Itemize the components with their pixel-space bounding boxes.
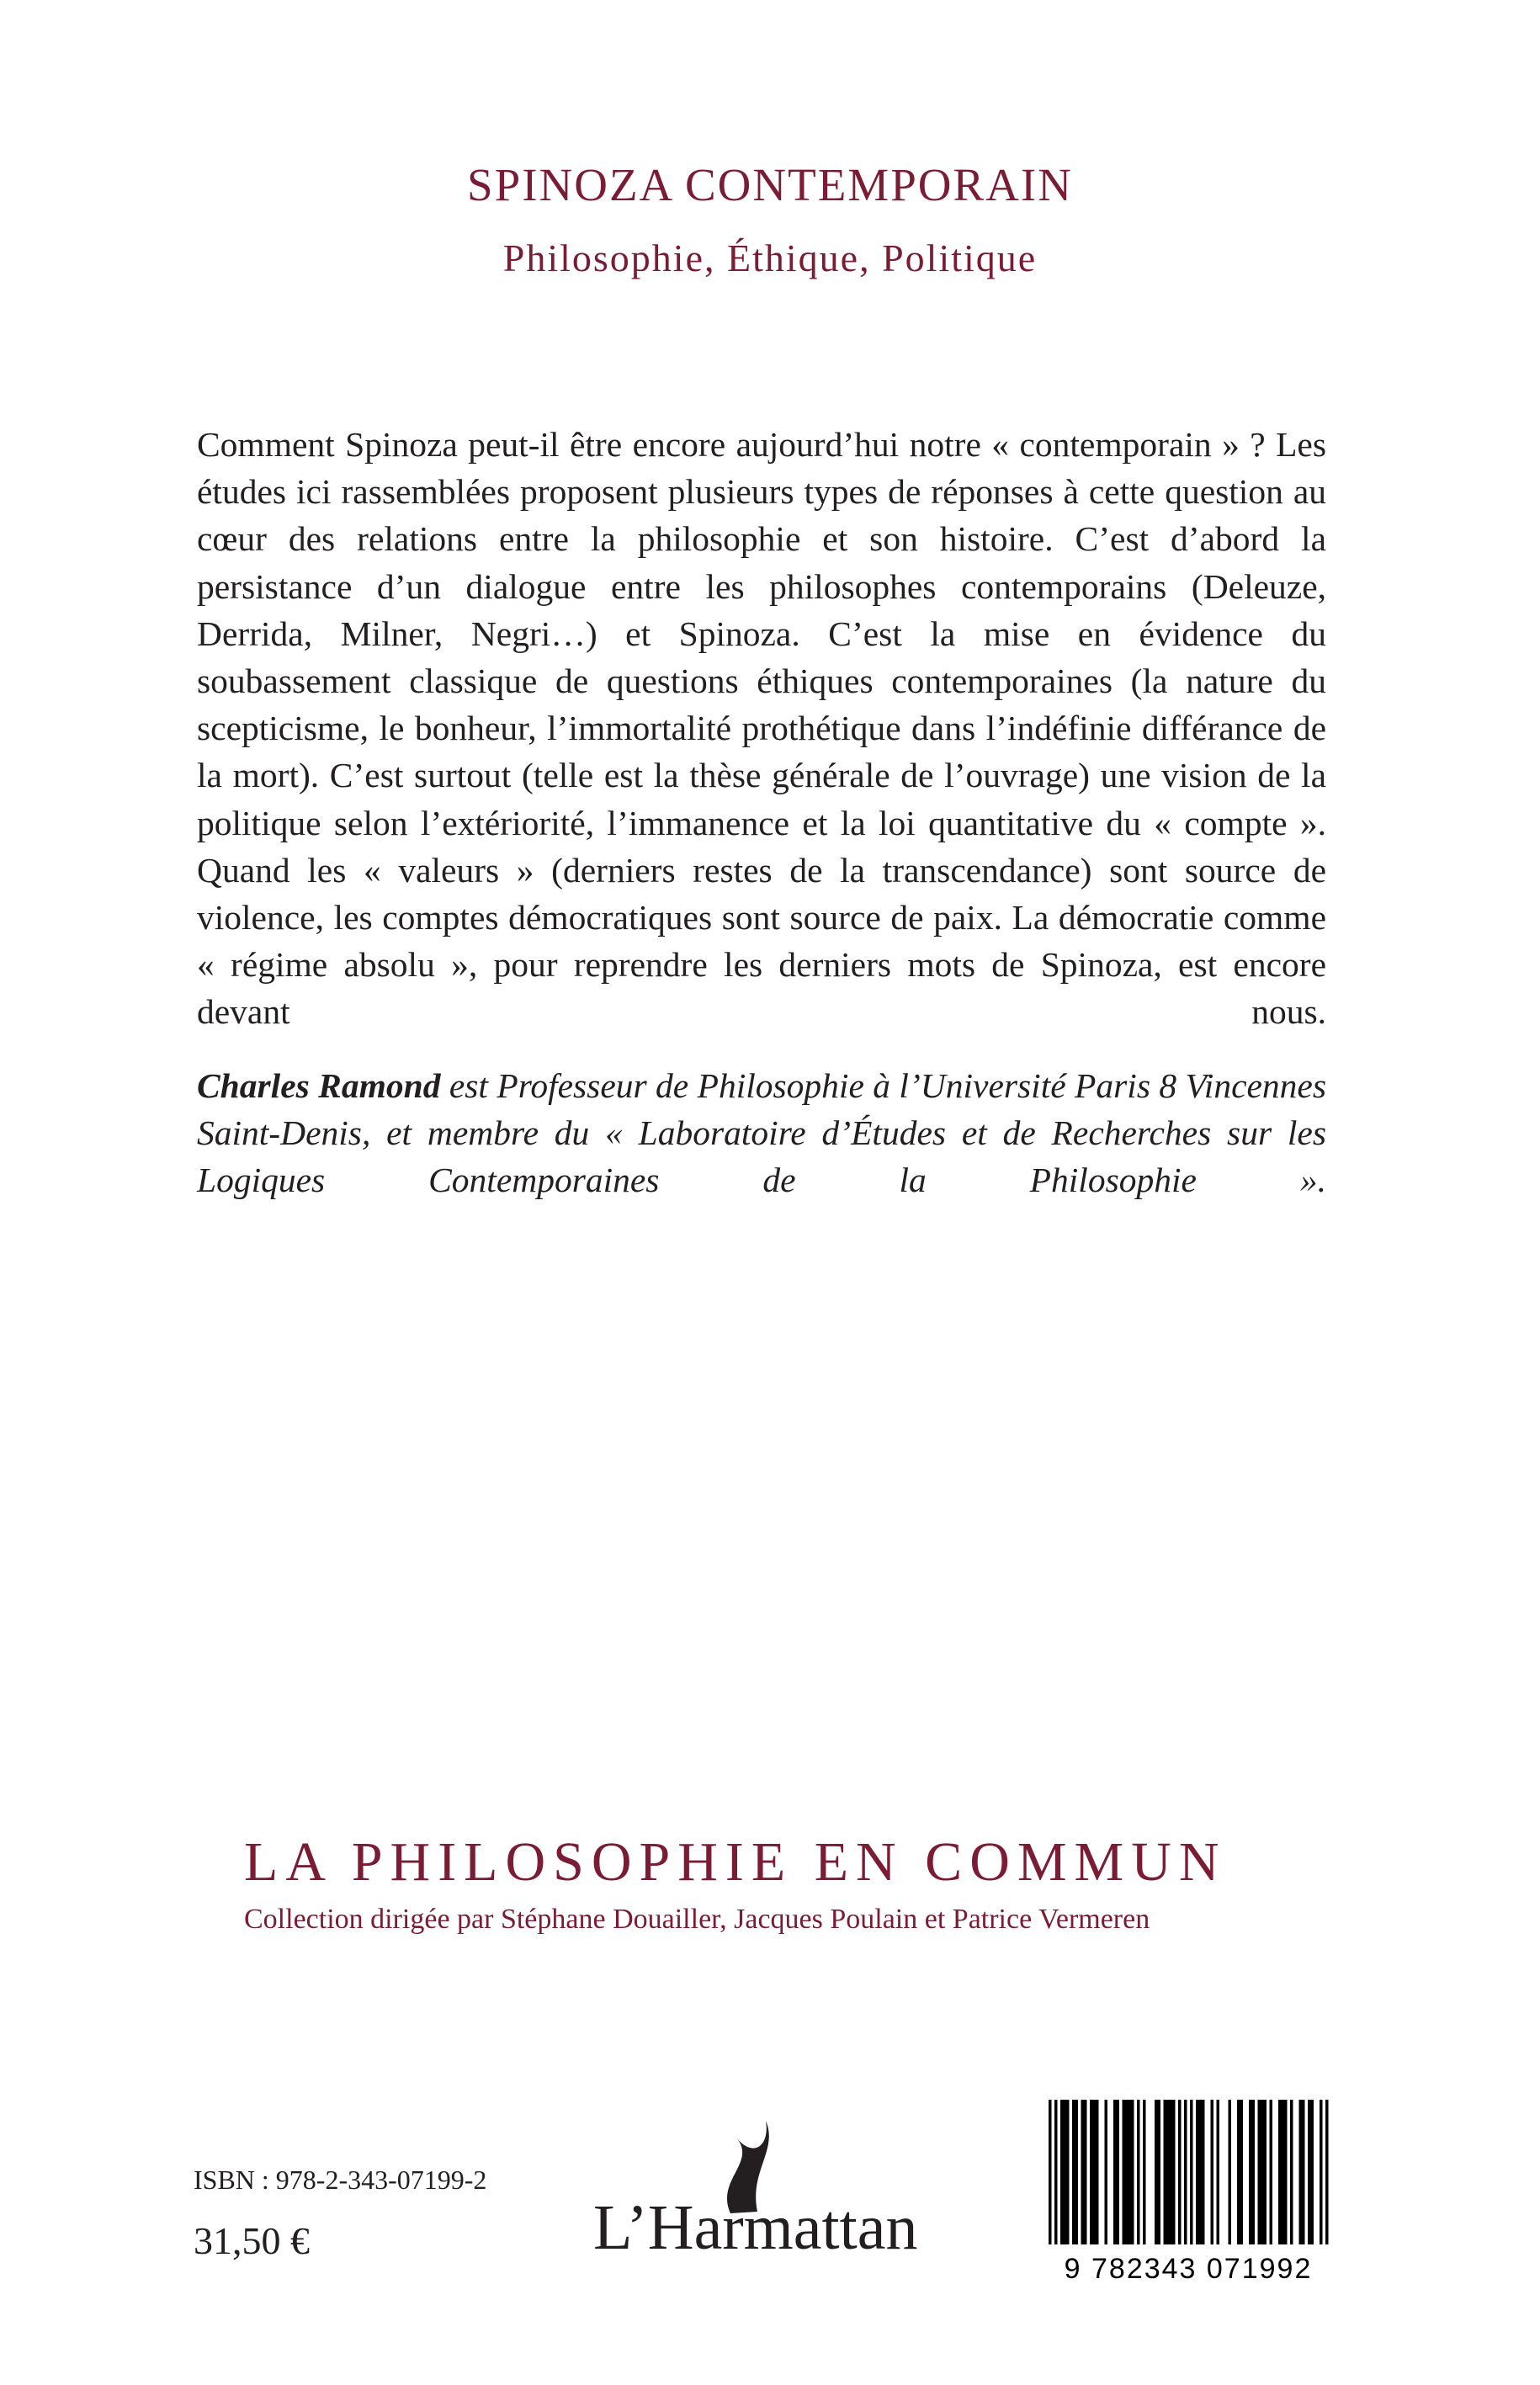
barcode-bar <box>1190 2100 1193 2244</box>
barcode-bar <box>1299 2100 1303 2244</box>
collection-name: LA PHILOSOPHIE EN COMMUN <box>244 1831 1227 1893</box>
barcode-bar <box>1117 2100 1120 2244</box>
barcode-bar <box>1261 2100 1264 2244</box>
author-name: Charles Ramond <box>197 1066 441 1105</box>
barcode-bar <box>1270 2100 1273 2244</box>
barcode-bar <box>1308 2100 1311 2244</box>
barcode-bar <box>1302 2100 1305 2244</box>
barcode-bar <box>1264 2100 1267 2244</box>
barcode-graphic <box>1037 2100 1340 2285</box>
barcode-bar <box>1158 2100 1161 2244</box>
book-subtitle: Philosophie, Éthique, Politique <box>502 236 1038 279</box>
barcode-bar <box>1172 2100 1176 2244</box>
barcode-bar <box>1240 2100 1244 2244</box>
barcode-bar <box>1105 2100 1108 2244</box>
barcode-bar <box>1320 2100 1323 2244</box>
barcode-bar <box>1282 2100 1285 2244</box>
barcode-bar <box>1284 2100 1288 2244</box>
barcode-bar <box>1081 2100 1085 2244</box>
collection-directors: Collection dirigée par Stéphane Douailler, Jacques Poulain et Patrice Vermeren <box>244 1904 1150 1935</box>
barcode-bar <box>1252 2100 1256 2244</box>
barcode-bar <box>1143 2100 1146 2244</box>
barcode-bar <box>1229 2100 1232 2244</box>
author-bio-text: est Professeur de Philosophie à l’Université Paris 8 Vincennes Saint-Denis, et membre du « Laboratoire d’Études et de Recherches sur les Logiques Contemporaines de la Philosophie ». <box>197 1066 1326 1200</box>
barcode-bar <box>1258 2100 1261 2244</box>
barcode-bar <box>1128 2100 1132 2244</box>
barcode-bar <box>1155 2100 1158 2244</box>
barcode-bar <box>1237 2100 1240 2244</box>
isbn: ISBN : 978-2-343-07199-2 <box>194 2165 487 2195</box>
barcode-bar <box>1311 2100 1314 2244</box>
barcode-bar <box>1075 2100 1079 2244</box>
barcode-bar <box>1249 2100 1252 2244</box>
barcode-bar <box>1049 2100 1052 2244</box>
barcode-bar <box>1123 2100 1126 2244</box>
barcode-bar <box>1199 2100 1203 2244</box>
barcode-bar <box>1164 2100 1167 2244</box>
barcode-bar <box>1278 2100 1282 2244</box>
barcode-bar <box>1084 2100 1087 2244</box>
barcode-bar <box>1131 2100 1134 2244</box>
book-summary: Comment Spinoza peut-il être encore aujourd’hui notre « contemporain » ? Les études ici rassemblées proposent plusieurs types de réponses à cette question au cœur des relations entre la philosophie et son histoire. C’est d’abord la persistance d’un dialogue entre les philosophes contemporains (Deleuze, Derrida, Milner, Negri…) et Spinoza. C’est la mise en évidence du soubassement classique de questions éthiques contemporaines (la nature du scepticisme, le bonheur, l’immortalité prothétique dans l’indéfinie différance de la mort). C’est surtout (telle est la thèse générale de l’ouvrage) une vision de la politique selon l’extériorité, l’immanence et la loi quantitative du « compte ». Quand les « valeurs » (derniers restes de la transcendance) sont source de violence, les comptes démocratiques sont source de paix. La démocratie comme « régime absolu », pour reprendre les derniers mots de Spinoza, est encore devant nous. <box>197 425 1326 1032</box>
barcode-bar <box>1060 2100 1064 2244</box>
barcode-bar <box>1066 2100 1070 2244</box>
barcode-bar <box>1166 2100 1170 2244</box>
barcode-bar <box>1125 2100 1128 2244</box>
barcode-bar <box>1093 2100 1097 2244</box>
barcode-bar <box>1196 2100 1199 2244</box>
barcode-bar <box>1184 2100 1187 2244</box>
barcode-bar <box>1178 2100 1182 2244</box>
barcode-bar <box>1211 2100 1214 2244</box>
barcode-bar <box>1090 2100 1093 2244</box>
barcode-bar <box>1072 2100 1075 2244</box>
publisher-name: L’Harmattan <box>593 2192 918 2263</box>
barcode-bar <box>1290 2100 1293 2244</box>
barcode-bar <box>1202 2100 1205 2244</box>
book-title: SPINOZA CONTEMPORAIN <box>467 159 1073 210</box>
barcode-bar <box>1137 2100 1140 2244</box>
barcode-bar <box>1170 2100 1173 2244</box>
barcode-bar <box>1096 2100 1099 2244</box>
isbn-barcode <box>1037 2100 1340 2285</box>
barcode-bar <box>1054 2100 1058 2244</box>
publisher-logo <box>589 2112 943 2272</box>
price: 31,50 € <box>194 2219 310 2262</box>
barcode-bar <box>1064 2100 1067 2244</box>
barcode-bar <box>1217 2100 1220 2244</box>
barcode-number: 9 782343 071992 <box>1064 2253 1313 2285</box>
barcode-bar <box>1325 2100 1329 2244</box>
author-bio <box>197 1062 1326 1204</box>
barcode-bars <box>1049 2100 1329 2244</box>
barcode-bar <box>1113 2100 1117 2244</box>
